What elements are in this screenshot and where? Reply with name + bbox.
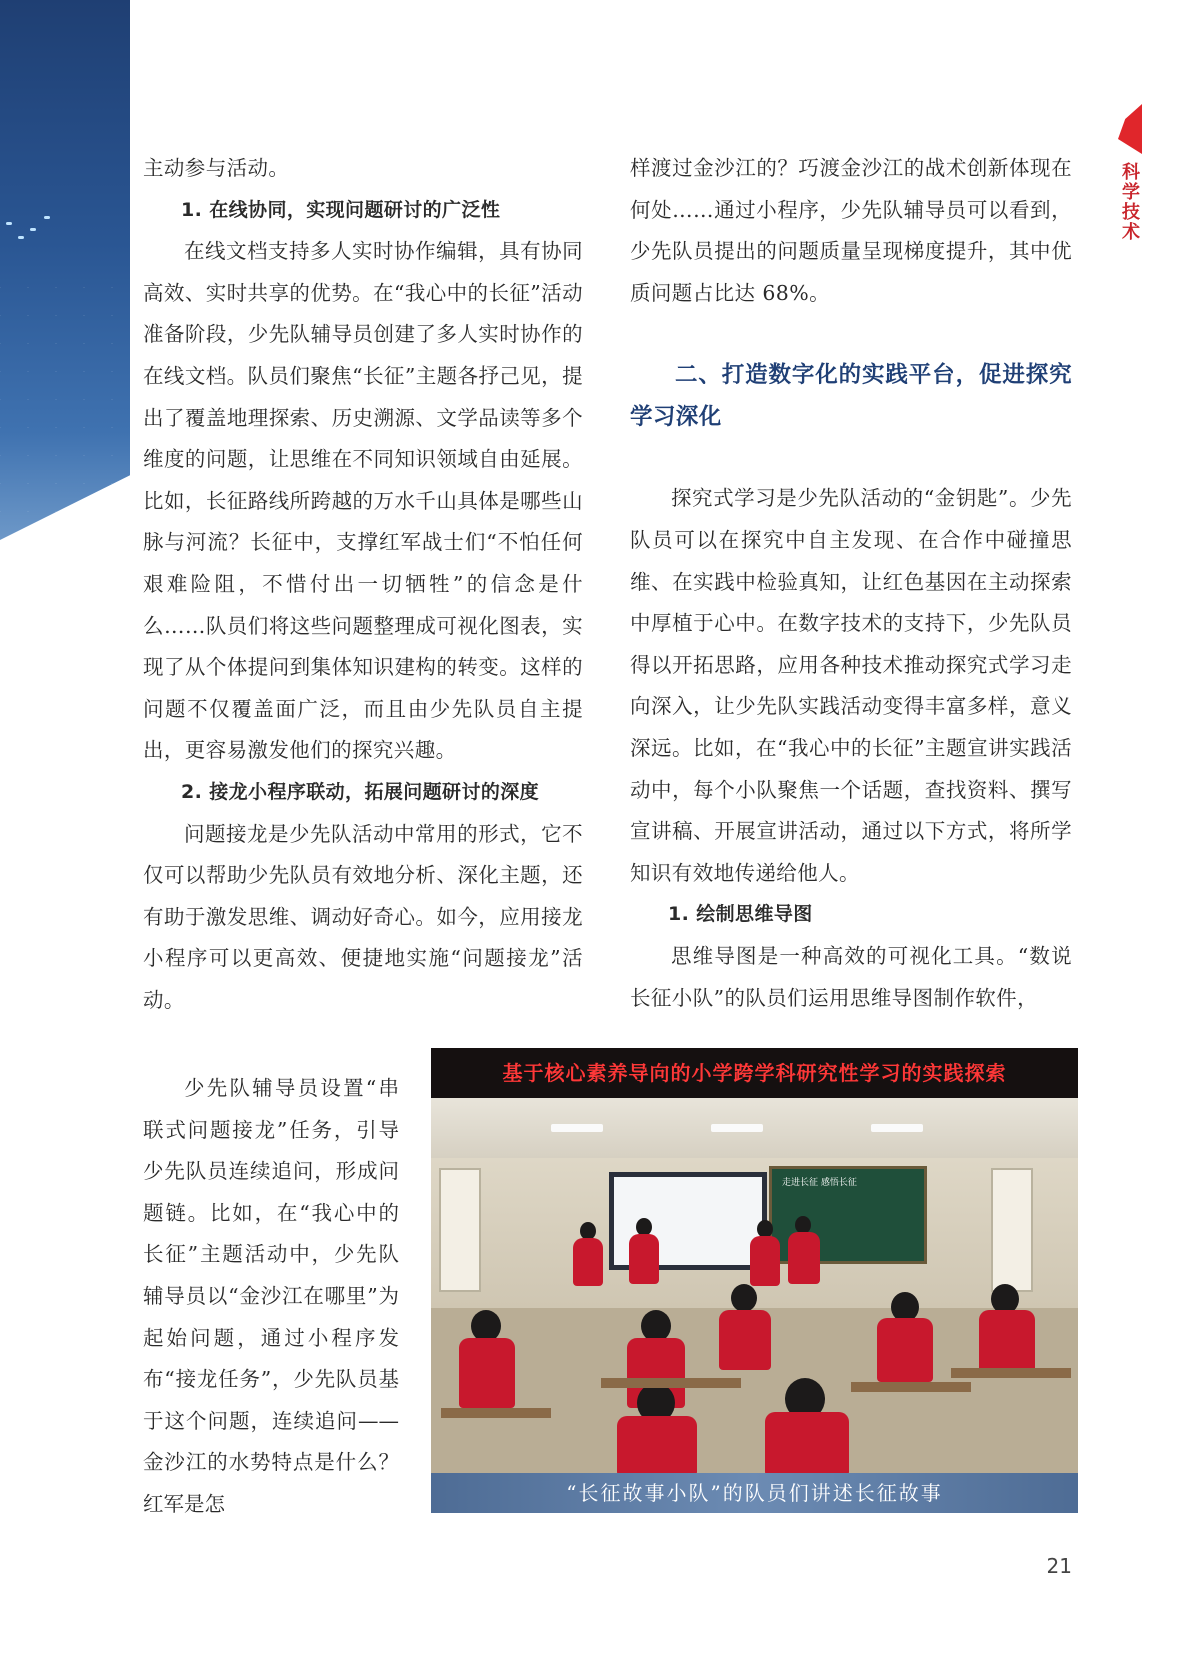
decorative-light-dot: [30, 228, 36, 231]
photo-caption: “长征故事小队”的队员们讲述长征故事: [431, 1473, 1078, 1513]
student: [719, 1310, 771, 1370]
paragraph: 问题接龙是少先队活动中常用的形式，它不仅可以帮助少先队员有效地分析、深化主题，还有助于激发思维、调动好奇心。如今，应用接龙小程序可以更高效、便捷地实施“问题接龙”活动。: [143, 821, 583, 1012]
decorative-light-dot: [6, 222, 12, 225]
led-banner: 基于核心素养导向的小学跨学科研究性学习的实践探索: [431, 1048, 1078, 1098]
paragraph: 探究式学习是少先队活动的“金钥匙”。少先队员可以在探究中自主发现、在合作中碰撞思维、在实践中检验真知，让红色基因在主动探索中厚植于心中。在数字技术的支持下，少先队员得以开拓思路，应用各种技术推动探究式学习走向深入，让少先队实践活动变得丰富多样，意义深远。比如，在“我心中的长征”主题宣讲实践活动中，每个小队聚焦一个话题，查找资料、撰写宣讲稿、开展宣讲活动，通过以下方式，将所学知识有效地传递给他人。: [630, 486, 1072, 885]
desk: [441, 1408, 551, 1418]
section-marker-icon: [1118, 104, 1142, 154]
section-label: 科学技术: [1119, 162, 1140, 242]
student-head: [731, 1284, 757, 1312]
narrow-column: [143, 1068, 399, 1526]
right-column: [630, 148, 1072, 1019]
ceiling-light: [711, 1124, 763, 1132]
subheading: 2. 接龙小程序联动，拓展问题研讨的深度: [181, 780, 540, 803]
desk: [601, 1378, 741, 1388]
desk: [951, 1368, 1071, 1378]
page-number: 21: [1046, 1554, 1072, 1578]
subheading: 1. 绘制思维导图: [668, 903, 813, 926]
classroom-photo: [431, 1048, 1078, 1513]
photo-window: [991, 1168, 1033, 1292]
decorative-light-dot: [44, 216, 50, 219]
paragraph: 样渡过金沙江的？巧渡金沙江的战术创新体现在何处……通过小程序，少先队辅导员可以看到，少先队员提出的问题质量呈现梯度提升，其中优质问题占比达 68%。: [630, 156, 1072, 305]
presenter: [573, 1238, 603, 1286]
student: [877, 1318, 933, 1382]
blackboard-text: 走进长征 感悟长征: [782, 1178, 857, 1188]
section-title: 二、打造数字化的实践平台，促进探究学习深化: [630, 362, 1072, 431]
ceiling-light: [871, 1124, 923, 1132]
decorative-grid-pattern: [0, 260, 130, 520]
photo-window: [439, 1168, 481, 1292]
paragraph: 主动参与活动。: [143, 156, 290, 180]
student: [617, 1416, 697, 1476]
paragraph: 少先队辅导员设置“串联式问题接龙”任务，引导少先队员连续追问，形成问题链。比如，在“我心中的长征”主题活动中，少先队辅导员以“金沙江在哪里”为起始问题，通过小程序发布“接龙任务”，少先队员基于这个问题，连续追问——金沙江的水势特点是什么？红军是怎: [143, 1076, 399, 1516]
presenter: [750, 1236, 780, 1286]
subheading: 1. 在线协同，实现问题研讨的广泛性: [181, 198, 501, 221]
ceiling-light: [551, 1124, 603, 1132]
student: [979, 1310, 1035, 1376]
paragraph: 思维导图是一种高效的可视化工具。“数说长征小队”的队员们运用思维导图制作软件，: [630, 943, 1072, 1010]
presenter: [788, 1232, 820, 1284]
left-column: [143, 148, 583, 1021]
student: [459, 1338, 515, 1408]
paragraph: 在线文档支持多人实时协作编辑，具有协同高效、实时共享的优势。在“我心中的长征”活动准备阶段，少先队辅导员创建了多人实时协作的在线文档。队员们聚焦“长征”主题各抒己见，提出了覆盖地理探索、历史溯源、文学品读等多个维度的问题，让思维在不同知识领域自由延展。比如，长征路线所跨越的万水千山具体是哪些山脉与河流？长征中，支撑红军战士们“不怕任何艰难险阻，不惜付出一切牺牲”的信念是什么……队员们将这些问题整理成可视化图表，实现了从个体提问到集体知识建构的转变。这样的问题不仅覆盖面广泛，而且由少先队员自主提出，更容易激发他们的探究兴趣。: [143, 239, 583, 763]
presenter: [629, 1234, 659, 1284]
decorative-light-dot: [18, 236, 24, 239]
desk: [851, 1382, 971, 1392]
student: [765, 1412, 849, 1476]
decorative-side-band: [0, 0, 130, 540]
